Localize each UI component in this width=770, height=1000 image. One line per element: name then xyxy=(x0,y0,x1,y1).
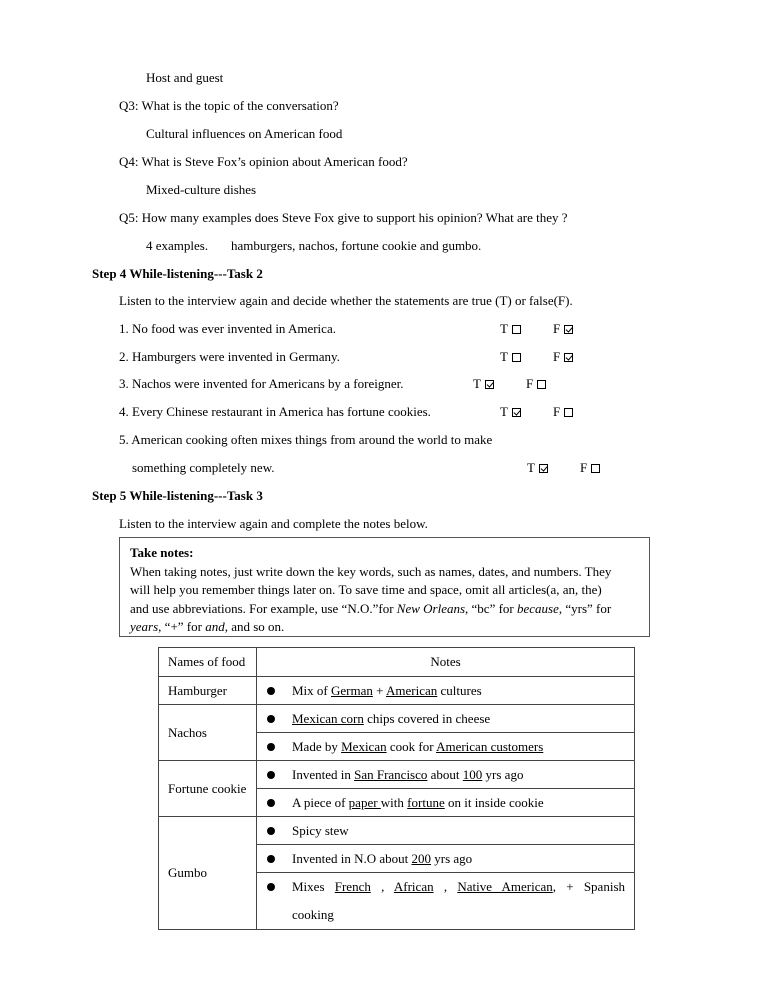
food-hamburger: Hamburger xyxy=(159,677,257,705)
table-header-row xyxy=(159,648,635,677)
statement-3: 3. Nachos were invented for Americans by a foreigner. xyxy=(119,376,404,391)
statement-4-true[interactable]: T xyxy=(500,404,521,420)
note-gumbo-1: Spicy stew xyxy=(257,817,635,845)
bullet-icon xyxy=(267,687,275,695)
answer-2: Host and guest xyxy=(146,70,224,85)
statement-4: 4. Every Chinese restaurant in America has fortune cookies. xyxy=(119,404,431,419)
statement-5: 5. American cooking often mixes things from around the world to make xyxy=(119,432,493,447)
true-checkbox-checked[interactable] xyxy=(512,408,521,417)
step4-heading: Step 4 While-listening---Task 2 xyxy=(92,266,263,281)
table-row xyxy=(159,677,635,705)
note-fortune-2: A piece of paper with fortune on it inside cookie xyxy=(257,789,635,817)
answer-3: Cultural influences on American food xyxy=(146,126,343,141)
statement-1: 1. No food was ever invented in America. xyxy=(119,321,336,336)
statement-5-false[interactable]: F xyxy=(580,460,600,476)
bullet-icon xyxy=(267,743,275,751)
note-gumbo-3: Mixes French , African , Native American, + Spanish cooking xyxy=(257,873,635,930)
step5-instruction: Listen to the interview again and complete the notes below. xyxy=(119,516,428,531)
food-nachos: Nachos xyxy=(159,705,257,761)
false-checkbox[interactable] xyxy=(537,380,546,389)
statement-5-true[interactable]: T xyxy=(527,460,548,476)
statement-1-false[interactable]: F xyxy=(553,321,573,337)
statement-2-false[interactable]: F xyxy=(553,349,573,365)
statement-2: 2. Hamburgers were invented in Germany. xyxy=(119,349,340,364)
bullet-icon xyxy=(267,799,275,807)
statement-3-true[interactable]: T xyxy=(473,376,494,392)
true-checkbox-checked[interactable] xyxy=(485,380,494,389)
true-checkbox-checked[interactable] xyxy=(539,464,548,473)
false-checkbox[interactable] xyxy=(591,464,600,473)
step5-heading: Step 5 While-listening---Task 3 xyxy=(92,488,263,503)
note-nachos-2: Made by Mexican cook for American customers xyxy=(257,733,635,761)
col-names-of-food: Names of food xyxy=(159,648,257,677)
table-row xyxy=(159,761,635,789)
bullet-icon xyxy=(267,883,275,891)
true-checkbox[interactable] xyxy=(512,353,521,362)
bullet-icon xyxy=(267,827,275,835)
false-checkbox-checked[interactable] xyxy=(564,325,573,334)
false-checkbox[interactable] xyxy=(564,408,573,417)
table-row xyxy=(159,817,635,845)
note-gumbo-2: Invented in N.O about 200 yrs ago xyxy=(257,845,635,873)
bullet-icon xyxy=(267,855,275,863)
question-4: Q4: What is Steve Fox’s opinion about American food? xyxy=(119,154,408,169)
take-notes-title: Take notes: xyxy=(130,545,194,560)
take-notes-box xyxy=(119,537,650,637)
col-notes: Notes xyxy=(257,648,635,677)
answer-4: Mixed-culture dishes xyxy=(146,182,257,197)
take-notes-line-1: When taking notes, just write down the key words, such as names, dates, and numbers. They xyxy=(130,563,612,579)
note-hamburger-1: Mix of German + American cultures xyxy=(257,677,635,705)
question-5: Q5: How many examples does Steve Fox give to support his opinion? What are they ? xyxy=(119,210,568,225)
question-3: Q3: What is the topic of the conversation? xyxy=(119,98,339,113)
statement-2-true[interactable]: T xyxy=(500,349,521,365)
food-gumbo: Gumbo xyxy=(159,817,257,930)
false-checkbox-checked[interactable] xyxy=(564,353,573,362)
bullet-icon xyxy=(267,771,275,779)
answer-5-list: hamburgers, nachos, fortune cookie and gumbo. xyxy=(231,238,482,253)
note-fortune-1: Invented in San Francisco about 100 yrs ago xyxy=(257,761,635,789)
food-fortune-cookie: Fortune cookie xyxy=(159,761,257,817)
note-nachos-1: Mexican corn chips covered in cheese xyxy=(257,705,635,733)
statement-5-continued: something completely new. xyxy=(132,460,275,475)
take-notes-line-2: will help you remember things later on. To save time and space, omit all articles(a, an, the) xyxy=(130,582,602,597)
bullet-icon xyxy=(267,715,275,723)
statement-1-true[interactable]: T xyxy=(500,321,521,337)
step4-instruction: Listen to the interview again and decide whether the statements are true (T) or false(F). xyxy=(119,293,573,308)
statement-3-false[interactable]: F xyxy=(526,376,546,392)
true-checkbox[interactable] xyxy=(512,325,521,334)
answer-5-count: 4 examples. xyxy=(146,238,209,253)
notes-table xyxy=(158,647,635,930)
statement-4-false[interactable]: F xyxy=(553,404,573,420)
table-row xyxy=(159,705,635,733)
take-notes-line-3: and use abbreviations. For example, use “N.O.”for New Orleans, “bc” for because, “yrs” for xyxy=(130,600,612,616)
take-notes-line-4: years, “+” for and, and so on. xyxy=(130,619,285,634)
